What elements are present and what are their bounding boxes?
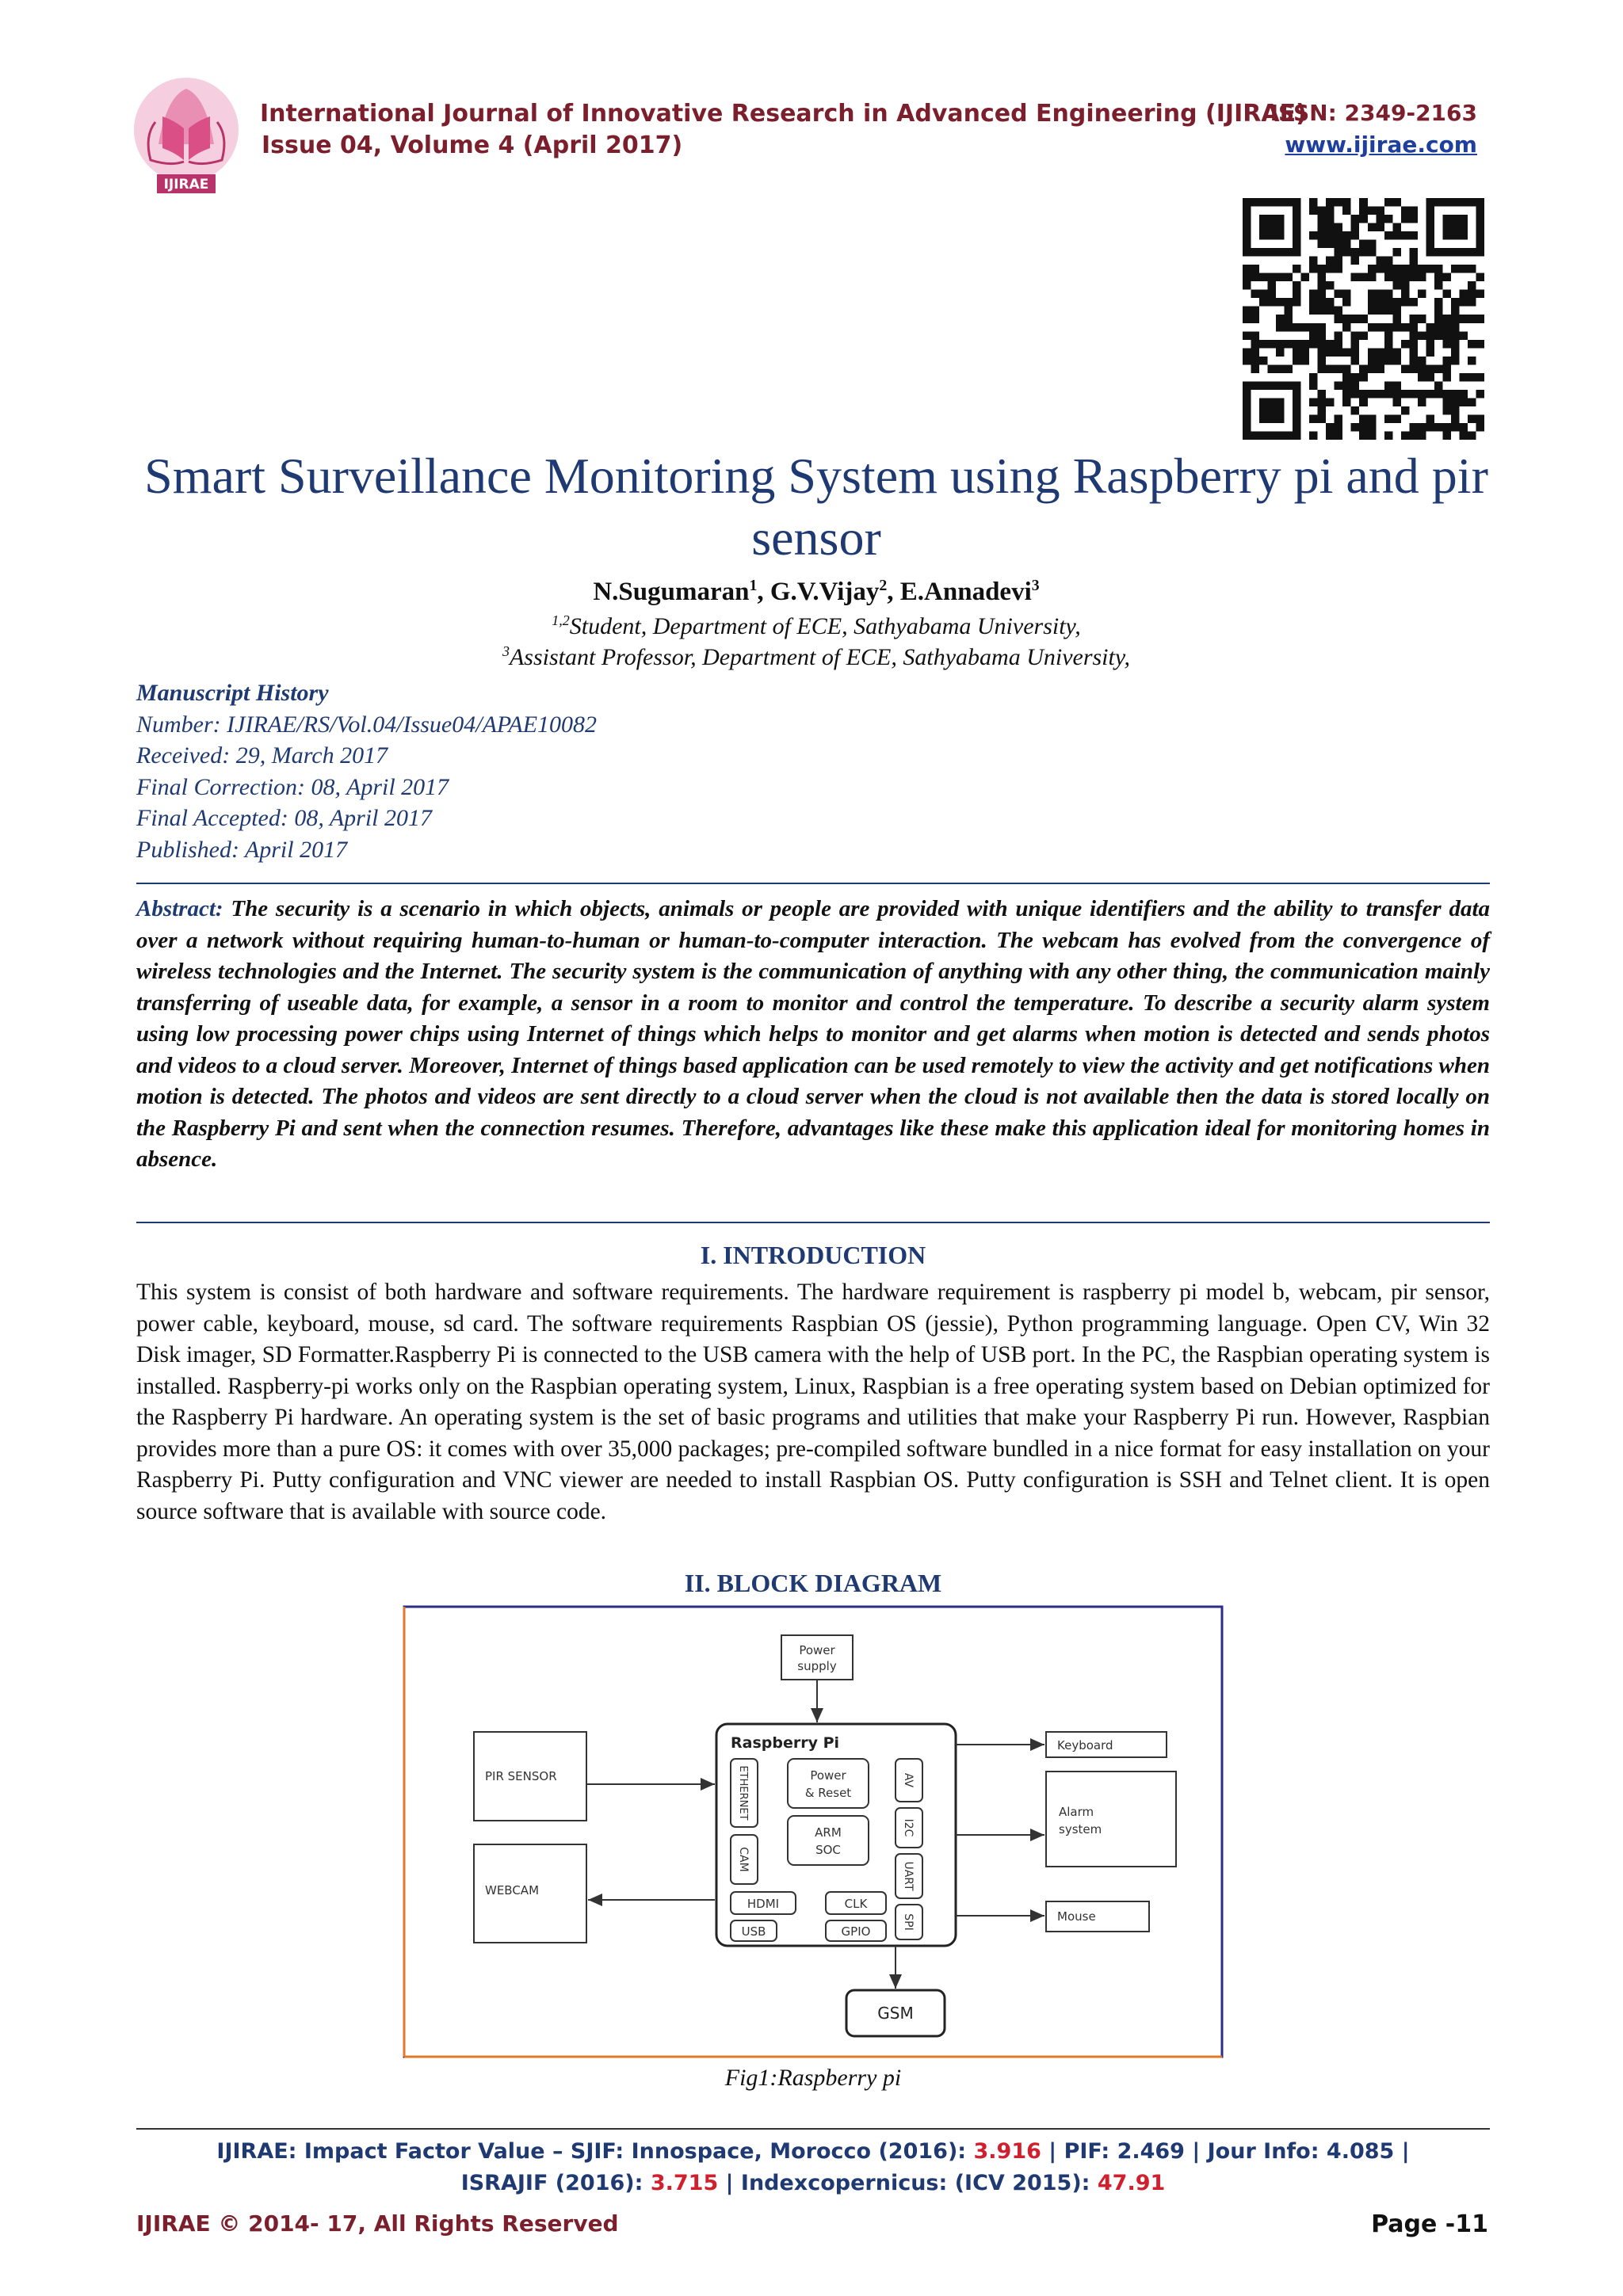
hdmi-label: HDMI (747, 1897, 780, 1911)
section-heading-introduction: I. INTRODUCTION (700, 1241, 926, 1269)
mouse-label: Mouse (1057, 1909, 1096, 1924)
block-diagram (403, 1605, 1224, 2058)
cam-label: CAM (737, 1847, 750, 1872)
footer-israjif-value: 3.715 (650, 2171, 719, 2195)
uart-label: UART (902, 1861, 915, 1891)
power-supply-label-1: Power (799, 1643, 835, 1657)
abstract-bottom-rule (136, 1222, 1490, 1223)
footer-icv-value: 47.91 (1097, 2171, 1166, 2195)
arm-soc-label-1: ARM (815, 1825, 842, 1840)
arm-soc-label-2: SOC (815, 1843, 841, 1857)
author-1-sup: 1 (749, 577, 758, 594)
abstract-label: Abstract: (136, 896, 223, 921)
affiliation-1-sup: 1,2 (552, 612, 570, 628)
author-2: G.V.Vijay (769, 578, 880, 606)
manuscript-received: Received: 29, March 2017 (136, 742, 388, 769)
power-supply-label-2: supply (797, 1659, 837, 1673)
section-heading-block-diagram: II. BLOCK DIAGRAM (684, 1569, 942, 1597)
clk-label: CLK (844, 1897, 868, 1911)
spi-label: SPI (902, 1913, 915, 1931)
ethernet-label: ETHERNET (737, 1765, 749, 1821)
manuscript-history (136, 677, 597, 865)
copyright: IJIRAE © 2014- 17, All Rights Reserved (136, 2210, 619, 2237)
footer-rule (136, 2128, 1490, 2130)
webcam-label: WEBCAM (485, 1883, 540, 1897)
author-3-sup: 3 (1031, 577, 1040, 594)
footer-metrics-line-2 (136, 2171, 1490, 2195)
power-reset-block (788, 1759, 869, 1808)
affiliation-1-text: Student, Department of ECE, Sathyabama University, (569, 613, 1081, 639)
footer-metrics-line-1 (136, 2139, 1490, 2164)
usb-label: USB (741, 1924, 766, 1939)
footer-pif-jourinfo: | PIF: 2.469 | Jour Info: 4.085 | (1041, 2139, 1410, 2164)
affiliation-2 (127, 643, 1506, 671)
alarm-system-box (1046, 1772, 1176, 1867)
footer-icv-prefix: | Indexcopernicus: (ICV 2015): (718, 2171, 1098, 2195)
qr-code (1243, 198, 1484, 440)
manuscript-published: Published: April 2017 (136, 836, 348, 863)
footer-sjif-value: 3.916 (973, 2139, 1041, 2164)
paper-title: Smart Surveillance Monitoring System using Raspberry pi and pir sensor (144, 448, 1488, 566)
abstract (136, 894, 1490, 1176)
manuscript-history-heading: Manuscript History (136, 680, 329, 706)
author-2-sup: 2 (879, 577, 888, 594)
logo-text: IJIRAE (163, 177, 209, 193)
author-1: N.Sugumaran (593, 578, 750, 606)
manuscript-final-correction: Final Correction: 08, April 2017 (136, 773, 449, 800)
i2c-label: I2C (902, 1818, 915, 1837)
alarm-label-1: Alarm (1059, 1805, 1094, 1819)
footer-israjif-prefix: ISRAJIF (2016): (460, 2171, 651, 2195)
journal-url-link[interactable]: www.ijirae.com (1285, 132, 1477, 158)
av-label: AV (902, 1772, 915, 1788)
figure-caption: Fig1:Raspberry pi (724, 2065, 902, 2091)
author-3: E.Annadevi (899, 578, 1032, 606)
raspberry-pi-title: Raspberry Pi (731, 1734, 840, 1752)
footer-sjif-prefix: IJIRAE: Impact Factor Value – SJIF: Innospace, Morocco (2016): (216, 2139, 974, 2164)
page-number: Page -11 (1371, 2210, 1488, 2238)
keyboard-label: Keyboard (1057, 1738, 1113, 1753)
power-reset-label-1: Power (810, 1768, 846, 1783)
author-list: N.Sugumaran$^1$, G.V.Vijay$^2$, E.Annadevi$^3$ (593, 577, 1040, 606)
arm-soc-block (788, 1816, 869, 1865)
manuscript-number: Number: IJIRAE/RS/Vol.04/Issue04/APAE10082 (136, 711, 598, 738)
manuscript-final-accepted: Final Accepted: 08, April 2017 (136, 805, 432, 831)
affiliation-2-text: Assistant Professor, Department of ECE, Sathyabama University, (509, 644, 1131, 670)
alarm-label-2: system (1059, 1822, 1102, 1836)
abstract-top-rule (136, 883, 1490, 884)
affiliation-2-sup: 3 (502, 643, 510, 659)
issue-info: Issue 04, Volume 4 (April 2017) (262, 132, 683, 159)
issn: ISSN: 2349-2163 (1270, 100, 1477, 126)
gpio-label: GPIO (841, 1924, 871, 1939)
introduction-text: This system is consist of both hardware and software requirements. The hardware requirement is raspberry pi model b, webcam, pir sensor, power cable, keyboard, mouse, sd card. The software requirements Raspbian OS (jessie), Python programming language. Open CV, Win 32 Disk imager, SD Formatter.Raspberry Pi is connected to the USB camera with the help of USB port. In the PC, the Raspbian operating system is installed. Raspberry-pi works only on the Raspbian operating system, Linux, Raspbian is a free operating system based on Debian optimized for the Raspberry Pi hardware. An operating system is the set of basic programs and utilities that make your Raspberry Pi run. However, Raspbian provides more than a pure OS: it comes with over 35,000 packages; pre-compiled software bundled in a nice format for easy installation on your Raspberry Pi. Putty configuration and VNC viewer are needed to install Raspbian OS. Putty configuration is SSH and Telnet client. It is open source software that is available with source code. (136, 1280, 1490, 1524)
pir-sensor-label: PIR SENSOR (485, 1769, 557, 1783)
abstract-text: The security is a scenario in which objects, animals or people are provided with unique identifiers and the ability to transfer data over a network without requiring human-to-human or human-to-computer interaction. The webcam has evolved from the convergence of wireless technologies and the Internet. The security system is the communication of anything with any other thing, the communication mainly transferring of useable data, for example, a sensor in a room to monitor and control the temperature. To describe a security alarm system using low processing power chips using Internet of things which helps to monitor and get alarms when motion is detected and sends photos and videos to a cloud server. Moreover, Internet of things based application can be used remotely to view the activity and get notifications when motion is detected. The photos and videos are sent directly to a cloud server when the cloud is not available then the data is stored locally on the Raspberry Pi and sent when the connection resumes. Therefore, advantages like these make this application ideal for monitoring homes in absence. (136, 896, 1491, 1172)
affiliation-1 (127, 612, 1506, 640)
journal-name: International Journal of Innovative Research in Advanced Engineering (IJIRAE) (260, 100, 1307, 128)
journal-logo (127, 73, 246, 200)
power-reset-label-2: & Reset (804, 1786, 852, 1800)
gsm-label: GSM (877, 2004, 914, 2023)
